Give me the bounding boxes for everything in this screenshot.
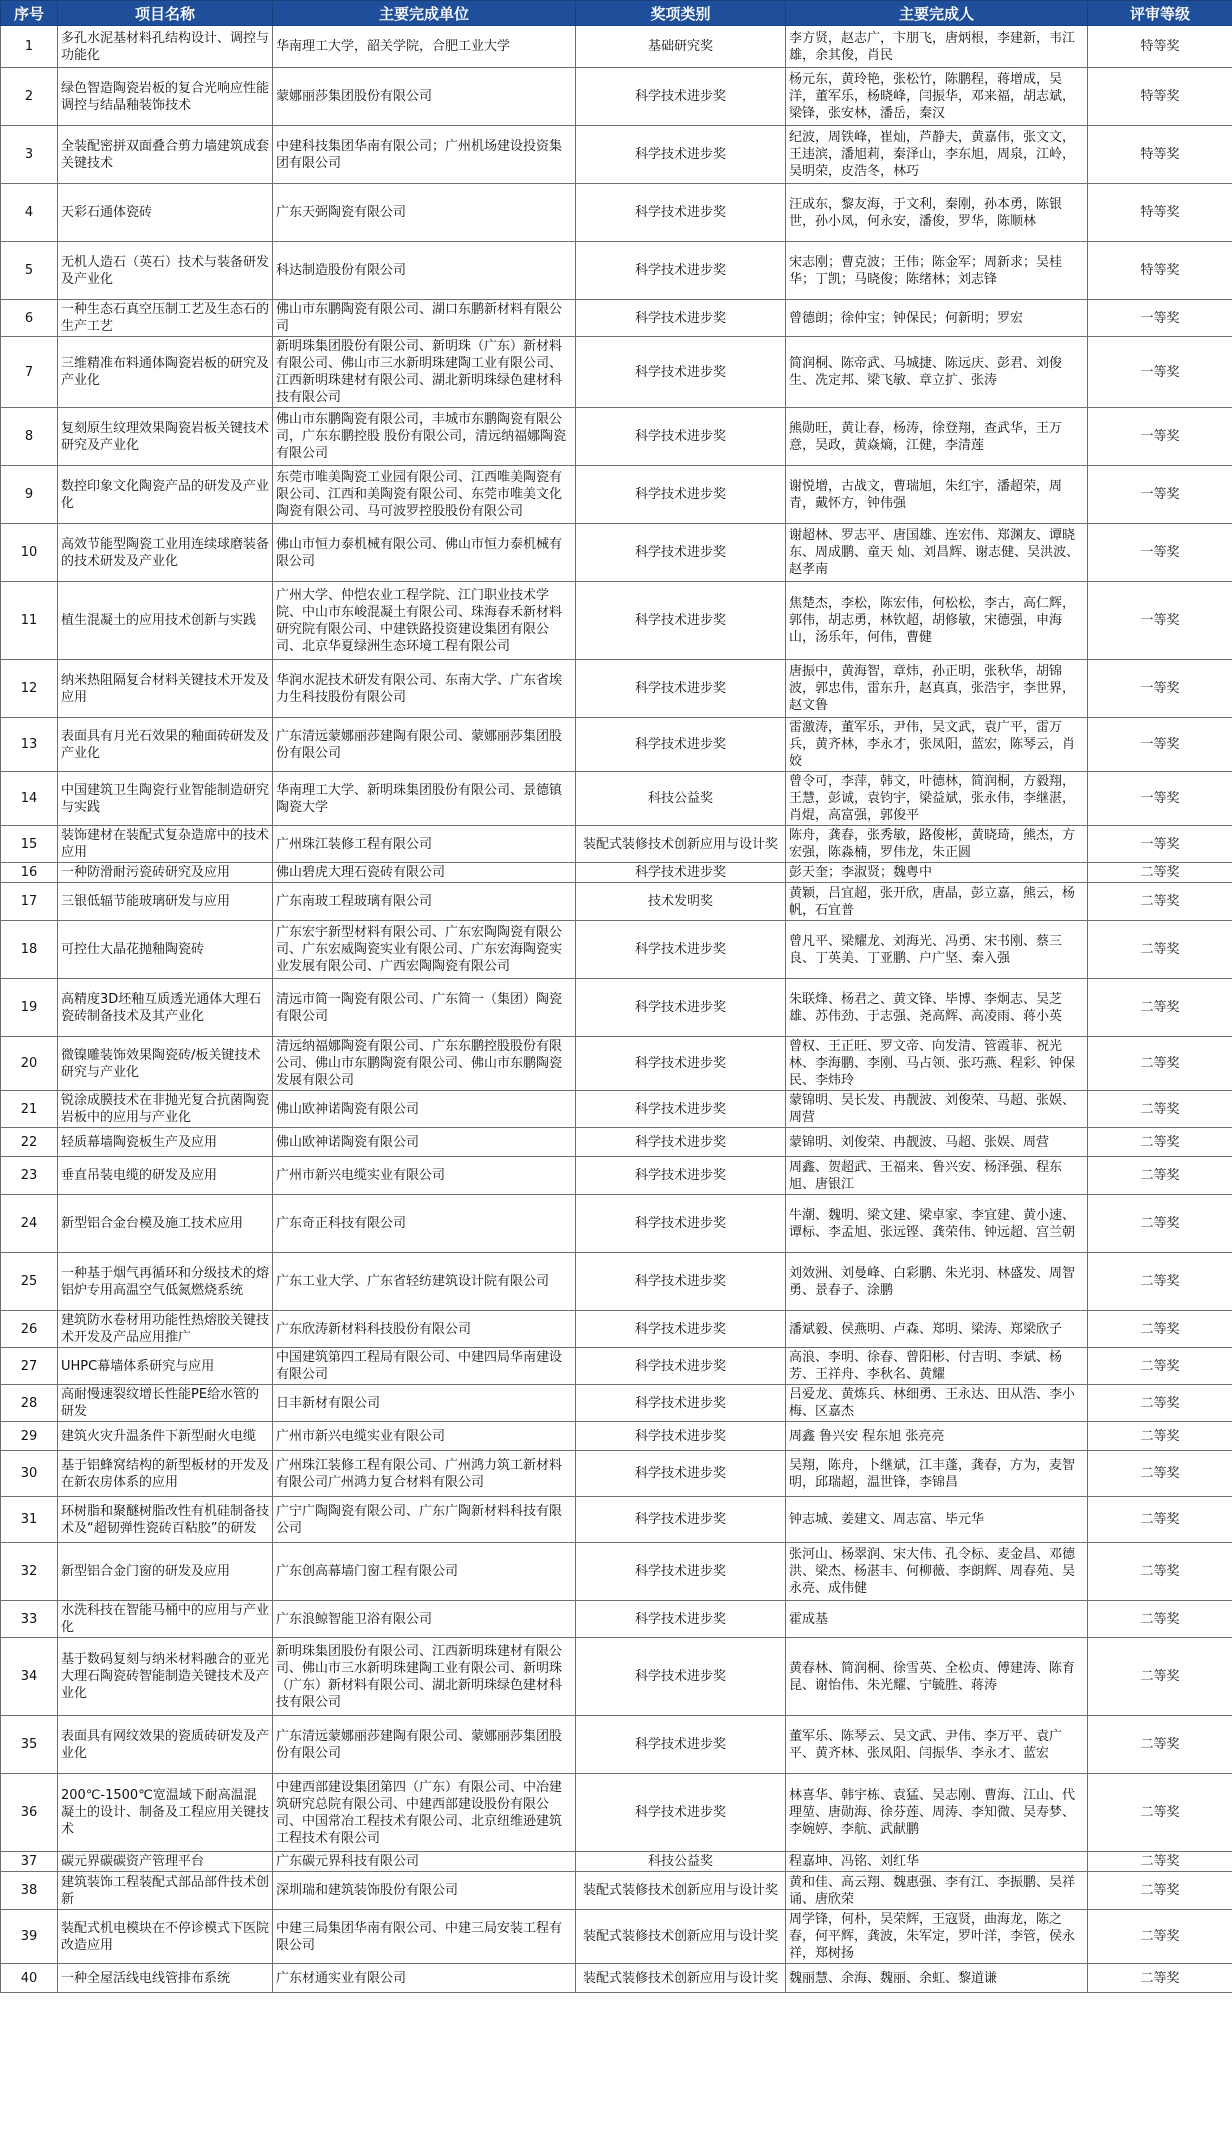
table-row <box>1 863 1232 883</box>
award-category: 科学技术进步奖 <box>576 1311 786 1348</box>
completion-people: 杨元东，黄玲艳，张松竹，陈鹏程，蒋增成，吴洋，董军乐，杨晓峰，闫振华，邓来福，胡志斌，梁锋，张安林，潘岳，秦汉 <box>786 68 1088 126</box>
completion-people: 曾德朗；徐仲宝；钟保民；何新明；罗宏 <box>786 300 1088 337</box>
row-number: 6 <box>1 300 58 337</box>
header-grade: 评审等级 <box>1088 1 1232 26</box>
row-number: 28 <box>1 1385 58 1422</box>
header-unit: 主要完成单位 <box>273 1 576 26</box>
review-grade: 特等奖 <box>1088 184 1232 242</box>
award-category: 科学技术进步奖 <box>576 1157 786 1195</box>
project-name: 一种基于烟气再循环和分级技术的熔铝炉专用高温空气低氮燃烧系统 <box>58 1253 273 1311</box>
project-name: 绿色智造陶瓷岩板的复合光响应性能调控与结晶釉装饰技术 <box>58 68 273 126</box>
completion-unit: 中国建筑第四工程局有限公司、中建四局华南建设有限公司 <box>273 1348 576 1385</box>
row-number: 25 <box>1 1253 58 1311</box>
row-number: 3 <box>1 126 58 184</box>
row-number: 30 <box>1 1451 58 1497</box>
award-category: 科学技术进步奖 <box>576 1497 786 1543</box>
completion-people: 牛潮、魏明、梁文建、梁卓家、李宜建、黄小速、谭标、李孟旭、张远铿、龚荣伟、钟远超、宫兰朝 <box>786 1195 1088 1253</box>
completion-unit: 广东清远蒙娜丽莎建陶有限公司、蒙娜丽莎集团股份有限公司 <box>273 718 576 772</box>
row-number: 24 <box>1 1195 58 1253</box>
award-category: 科学技术进步奖 <box>576 1716 786 1774</box>
award-category: 科学技术进步奖 <box>576 1774 786 1852</box>
project-name: 高耐慢速裂纹增长性能PE给水管的研发 <box>58 1385 273 1422</box>
table-row <box>1 921 1232 979</box>
row-number: 20 <box>1 1037 58 1091</box>
review-grade: 二等奖 <box>1088 1385 1232 1422</box>
project-name: 一种防滑耐污瓷砖研究及应用 <box>58 863 273 883</box>
completion-people: 霍成基 <box>786 1601 1088 1638</box>
award-category: 科学技术进步奖 <box>576 660 786 718</box>
row-number: 35 <box>1 1716 58 1774</box>
row-number: 2 <box>1 68 58 126</box>
completion-unit: 广宁广陶陶瓷有限公司、广东广陶新材料科技有限公司 <box>273 1497 576 1543</box>
project-name: 环树脂和聚醚树脂改性有机硅制备技术及“超韧弹性瓷砖百粘胶”的研发 <box>58 1497 273 1543</box>
review-grade: 二等奖 <box>1088 1311 1232 1348</box>
review-grade: 一等奖 <box>1088 300 1232 337</box>
project-name: 一种全屋活线电线管排布系统 <box>58 1964 273 1993</box>
completion-unit: 佛山市东鹏陶瓷有限公司、湖口东鹏新材料有限公司 <box>273 300 576 337</box>
completion-unit: 清远市简一陶瓷有限公司、广东简一（集团）陶瓷有限公司 <box>273 979 576 1037</box>
completion-people: 刘效洲、刘曼峰、白彩鹏、朱光羽、林盛发、周智勇、景春子、涂鹏 <box>786 1253 1088 1311</box>
completion-unit: 蒙娜丽莎集团股份有限公司 <box>273 68 576 126</box>
award-category: 科学技术进步奖 <box>576 1348 786 1385</box>
row-number: 1 <box>1 26 58 68</box>
completion-people: 曾令可，李萍，韩文，叶德林，简润桐，方毅翔，王慧，彭诚，袁钧宇，梁益斌，张永伟，李继湛，肖焜，高富强，郭俊平 <box>786 772 1088 826</box>
completion-people: 熊勋旺，黄让春，杨涛，徐登翔，查武华，王万意，吴政，黄焱熵，江健，李清莲 <box>786 408 1088 466</box>
review-grade: 特等奖 <box>1088 126 1232 184</box>
review-grade: 二等奖 <box>1088 1422 1232 1451</box>
award-category: 科学技术进步奖 <box>576 337 786 408</box>
row-number: 14 <box>1 772 58 826</box>
review-grade: 二等奖 <box>1088 883 1232 921</box>
completion-unit: 广东浪鲸智能卫浴有限公司 <box>273 1601 576 1638</box>
review-grade: 特等奖 <box>1088 26 1232 68</box>
award-category: 科学技术进步奖 <box>576 1451 786 1497</box>
review-grade: 二等奖 <box>1088 1128 1232 1157</box>
review-grade: 二等奖 <box>1088 1497 1232 1543</box>
table-row <box>1 1451 1232 1497</box>
table-row <box>1 300 1232 337</box>
completion-unit: 佛山欧神诺陶瓷有限公司 <box>273 1128 576 1157</box>
completion-people: 唐振中，黄海智，章炜，孙正明，张秋华，胡锦波，郭忠伟，雷东升，赵真真，张浩宇，李世界，赵文鲁 <box>786 660 1088 718</box>
table-row <box>1 1348 1232 1385</box>
review-grade: 一等奖 <box>1088 772 1232 826</box>
review-grade: 二等奖 <box>1088 1091 1232 1128</box>
project-name: 无机人造石（英石）技术与装备研发及产业化 <box>58 242 273 300</box>
project-name: 可控仕大晶花抛釉陶瓷砖 <box>58 921 273 979</box>
award-category: 科学技术进步奖 <box>576 184 786 242</box>
row-number: 37 <box>1 1852 58 1872</box>
table-row <box>1 1091 1232 1128</box>
row-number: 12 <box>1 660 58 718</box>
award-category: 科学技术进步奖 <box>576 300 786 337</box>
project-name: 新型铝合金台模及施工技术应用 <box>58 1195 273 1253</box>
table-row <box>1 1385 1232 1422</box>
row-number: 34 <box>1 1638 58 1716</box>
review-grade: 一等奖 <box>1088 660 1232 718</box>
project-name: 200℃-1500℃宽温域下耐高温混凝土的设计、制备及工程应用关键技术 <box>58 1774 273 1852</box>
project-name: 数控印象文化陶瓷产品的研发及产业化 <box>58 466 273 524</box>
completion-unit: 深圳瑞和建筑装饰股份有限公司 <box>273 1872 576 1910</box>
row-number: 18 <box>1 921 58 979</box>
completion-people: 陈舟，龚春，张秀敏，路俊彬，黄晓琦，熊杰，方宏强，陈淼楠，罗伟龙，朱正圆 <box>786 826 1088 863</box>
review-grade: 二等奖 <box>1088 1348 1232 1385</box>
completion-people: 林喜华、韩宇栋、袁猛、吴志刚、曹海、江山、代理堃、唐勋海、徐芬莲、周涛、李知微、吴寿梦、李婉婷、李航、武献鹏 <box>786 1774 1088 1852</box>
award-category: 科学技术进步奖 <box>576 524 786 582</box>
review-grade: 二等奖 <box>1088 863 1232 883</box>
review-grade: 二等奖 <box>1088 979 1232 1037</box>
project-name: 基于铝蜂窝结构的新型板材的开发及在新农房体系的应用 <box>58 1451 273 1497</box>
review-grade: 二等奖 <box>1088 1157 1232 1195</box>
completion-people: 周鑫、贺超武、王福来、鲁兴安、杨泽强、程东旭、唐银江 <box>786 1157 1088 1195</box>
table-row <box>1 1543 1232 1601</box>
table-row <box>1 1964 1232 1993</box>
completion-people: 焦楚杰，李松，陈宏伟，何松松，李古，高仁辉，郭伟，胡志勇，林钦超，胡修敏，宋德强，申海山，汤乐年，何伟，曹健 <box>786 582 1088 660</box>
completion-unit: 广东工业大学、广东省轻纺建筑设计院有限公司 <box>273 1253 576 1311</box>
project-name: 纳米热阻隔复合材料关键技术开发及应用 <box>58 660 273 718</box>
review-grade: 一等奖 <box>1088 524 1232 582</box>
award-category: 科技公益奖 <box>576 1852 786 1872</box>
row-number: 16 <box>1 863 58 883</box>
completion-unit: 广州市新兴电缆实业有限公司 <box>273 1157 576 1195</box>
project-name: 复刻原生纹理效果陶瓷岩板关键技术研究及产业化 <box>58 408 273 466</box>
project-name: 基于数码复刻与纳米材料融合的亚光大理石陶瓷砖智能制造关键技术及产业化 <box>58 1638 273 1716</box>
award-category: 科学技术进步奖 <box>576 1638 786 1716</box>
project-name: 碳元界碳碳资产管理平台 <box>58 1852 273 1872</box>
header-project-name: 项目名称 <box>58 1 273 26</box>
award-category: 科学技术进步奖 <box>576 921 786 979</box>
project-name: 建筑火灾升温条件下新型耐火电缆 <box>58 1422 273 1451</box>
table-row <box>1 1037 1232 1091</box>
header-people: 主要完成人 <box>786 1 1088 26</box>
row-number: 40 <box>1 1964 58 1993</box>
table-row <box>1 1157 1232 1195</box>
completion-people: 潘斌毅、侯燕明、卢森、郑明、梁涛、郑梁欣子 <box>786 1311 1088 1348</box>
completion-people: 纪波，周铁峰，崔灿，芦静夫，黄嘉伟，张文文，王违滨，潘旭莉，秦泽山，李东旭，周泉，江岭，吴明荣，皮浩冬，林巧 <box>786 126 1088 184</box>
header-row <box>1 1 1232 26</box>
award-category: 科学技术进步奖 <box>576 68 786 126</box>
completion-people: 魏丽慧、余海、魏丽、余虹、黎道谦 <box>786 1964 1088 1993</box>
review-grade: 二等奖 <box>1088 1601 1232 1638</box>
award-category: 科技公益奖 <box>576 772 786 826</box>
completion-people: 李方贤，赵志广，卞朋飞，唐炳根，李建新，韦江雄，余其俊，肖民 <box>786 26 1088 68</box>
row-number: 15 <box>1 826 58 863</box>
completion-people: 周学锋，何朴，吴荣辉，王寇贤，曲海龙，陈之春，何平辉，龚波，朱军定，罗叶洋，李管，侯永祥，郑树扬 <box>786 1910 1088 1964</box>
award-category: 科学技术进步奖 <box>576 863 786 883</box>
completion-unit: 广东创高幕墙门窗工程有限公司 <box>273 1543 576 1601</box>
project-name: 装配式机电模块在不停诊模式下医院改造应用 <box>58 1910 273 1964</box>
table-row <box>1 660 1232 718</box>
completion-people: 雷激涛，董军乐，尹伟，吴文武，袁广平，雷万兵，黄齐林，李永才，张凤阳，蓝宏，陈琴云，肖姣 <box>786 718 1088 772</box>
completion-people: 吕爱龙、黄炼兵、林细勇、王永达、田从浩、李小梅、区嘉杰 <box>786 1385 1088 1422</box>
award-category: 基础研究奖 <box>576 26 786 68</box>
row-number: 22 <box>1 1128 58 1157</box>
row-number: 5 <box>1 242 58 300</box>
project-name: 多孔水泥基材料孔结构设计、调控与功能化 <box>58 26 273 68</box>
review-grade: 二等奖 <box>1088 1037 1232 1091</box>
award-category: 科学技术进步奖 <box>576 1195 786 1253</box>
row-number: 39 <box>1 1910 58 1964</box>
completion-unit: 新明珠集团股份有限公司、江西新明珠建材有限公司、佛山市三水新明珠建陶工业有限公司、新明珠（广东）新材料有限公司、湖北新明珠绿色建材科技有限公司 <box>273 1638 576 1716</box>
project-name: 高精度3D坯釉互质透光通体大理石瓷砖制备技术及其产业化 <box>58 979 273 1037</box>
table-row <box>1 1774 1232 1852</box>
award-category: 装配式装修技术创新应用与设计奖 <box>576 1910 786 1964</box>
review-grade: 一等奖 <box>1088 718 1232 772</box>
review-grade: 二等奖 <box>1088 1964 1232 1993</box>
project-name: 垂直吊装电缆的研发及应用 <box>58 1157 273 1195</box>
review-grade: 二等奖 <box>1088 1451 1232 1497</box>
row-number: 29 <box>1 1422 58 1451</box>
completion-unit: 佛山欧神诺陶瓷有限公司 <box>273 1091 576 1128</box>
completion-unit: 中建三局集团华南有限公司、中建三局安装工程有限公司 <box>273 1910 576 1964</box>
award-category: 科学技术进步奖 <box>576 1091 786 1128</box>
row-number: 11 <box>1 582 58 660</box>
award-category: 装配式装修技术创新应用与设计奖 <box>576 826 786 863</box>
project-name: 建筑装饰工程装配式部品部件技术创新 <box>58 1872 273 1910</box>
completion-people: 张河山、杨翠润、宋大伟、孔令标、麦金昌、邓德洪、梁杰、杨湛丰、何柳薇、李朗辉、周春苑、吴永亮、成伟健 <box>786 1543 1088 1601</box>
review-grade: 特等奖 <box>1088 242 1232 300</box>
completion-unit: 广州珠江装修工程有限公司 <box>273 826 576 863</box>
award-category: 科学技术进步奖 <box>576 718 786 772</box>
completion-unit: 新明珠集团股份有限公司、新明珠（广东）新材料有限公司、佛山市三水新明珠建陶工业有限公司、江西新明珠建材有限公司、湖北新明珠绿色建材科技有限公司 <box>273 337 576 408</box>
table-row <box>1 337 1232 408</box>
project-name: 微镍雕装饰效果陶瓷砖/板关键技术研究与产业化 <box>58 1037 273 1091</box>
completion-unit: 广东天弼陶瓷有限公司 <box>273 184 576 242</box>
review-grade: 一等奖 <box>1088 826 1232 863</box>
review-grade: 二等奖 <box>1088 1910 1232 1964</box>
award-category: 科学技术进步奖 <box>576 1128 786 1157</box>
row-number: 21 <box>1 1091 58 1128</box>
row-number: 13 <box>1 718 58 772</box>
table-row <box>1 1872 1232 1910</box>
project-name: 全装配密拼双面叠合剪力墙建筑成套关键技术 <box>58 126 273 184</box>
review-grade: 二等奖 <box>1088 921 1232 979</box>
completion-unit: 广东奇正科技有限公司 <box>273 1195 576 1253</box>
completion-people: 高浪、李明、徐春、曾阳彬、付吉明、李斌、杨芳、王祥舟、李秋名、黄耀 <box>786 1348 1088 1385</box>
award-category: 科学技术进步奖 <box>576 1422 786 1451</box>
completion-unit: 科达制造股份有限公司 <box>273 242 576 300</box>
completion-unit: 佛山市恒力泰机械有限公司、佛山市恒力泰机械有限公司 <box>273 524 576 582</box>
completion-people: 宋志刚；曹克波；王伟；陈金军；周新求；吴桂华；丁凯；马晓俊；陈绪林；刘志锋 <box>786 242 1088 300</box>
row-number: 31 <box>1 1497 58 1543</box>
table-row <box>1 1910 1232 1964</box>
completion-unit: 中建科技集团华南有限公司；广州机场建设投资集团有限公司 <box>273 126 576 184</box>
review-grade: 二等奖 <box>1088 1638 1232 1716</box>
review-grade: 一等奖 <box>1088 466 1232 524</box>
project-name: 锐涂成膜技术在非抛光复合抗菌陶瓷岩板中的应用与产业化 <box>58 1091 273 1128</box>
review-grade: 二等奖 <box>1088 1774 1232 1852</box>
table-row <box>1 1422 1232 1451</box>
project-name: 建筑防水卷材用功能性热熔胶关键技术开发及产品应用推广 <box>58 1311 273 1348</box>
project-name: 表面具有网纹效果的瓷质砖研发及产业化 <box>58 1716 273 1774</box>
row-number: 36 <box>1 1774 58 1852</box>
completion-people: 曾权、王正旺、罗文帝、向发清、管霞菲、祝光林、李海鹏、李刚、马占领、张巧燕、程彩、钟保民、李炜玲 <box>786 1037 1088 1091</box>
completion-people: 程嘉坤、冯铭、刘红华 <box>786 1852 1088 1872</box>
header-award-category: 奖项类别 <box>576 1 786 26</box>
project-name: 高效节能型陶瓷工业用连续球磨装备的技术研发及产业化 <box>58 524 273 582</box>
completion-people: 周鑫 鲁兴安 程东旭 张亮亮 <box>786 1422 1088 1451</box>
review-grade: 二等奖 <box>1088 1872 1232 1910</box>
row-number: 23 <box>1 1157 58 1195</box>
project-name: 天彩石通体瓷砖 <box>58 184 273 242</box>
table-row <box>1 524 1232 582</box>
project-name: 中国建筑卫生陶瓷行业智能制造研究与实践 <box>58 772 273 826</box>
row-number: 4 <box>1 184 58 242</box>
table-row <box>1 184 1232 242</box>
project-name: 三维精准布料通体陶瓷岩板的研究及产业化 <box>58 337 273 408</box>
completion-unit: 广东材通实业有限公司 <box>273 1964 576 1993</box>
review-grade: 一等奖 <box>1088 337 1232 408</box>
row-number: 33 <box>1 1601 58 1638</box>
table-row <box>1 979 1232 1037</box>
project-name: UHPC幕墙体系研究与应用 <box>58 1348 273 1385</box>
completion-people: 汪成东，黎友海，于文利，秦刚，孙本勇，陈银世，孙小凤，何永安，潘俊，罗华，陈顺林 <box>786 184 1088 242</box>
review-grade: 一等奖 <box>1088 408 1232 466</box>
completion-unit: 佛山碧虎大理石瓷砖有限公司 <box>273 863 576 883</box>
table-row <box>1 26 1232 68</box>
table-row <box>1 1638 1232 1716</box>
project-name: 新型铝合金门窗的研发及应用 <box>58 1543 273 1601</box>
row-number: 17 <box>1 883 58 921</box>
table-row <box>1 1497 1232 1543</box>
table-row <box>1 883 1232 921</box>
review-grade: 二等奖 <box>1088 1716 1232 1774</box>
completion-unit: 佛山市东鹏陶瓷有限公司，丰城市东鹏陶瓷有限公司，广东东鹏控股 股份有限公司，清远纳福娜陶瓷有限公司 <box>273 408 576 466</box>
completion-unit: 广州大学、仲恺农业工程学院、江门职业技术学院、中山市东峻混凝土有限公司、珠海春禾新材料研究院有限公司、中建铁路投资建设集团有限公司、北京华夏绿洲生态环境工程有限公司 <box>273 582 576 660</box>
review-grade: 二等奖 <box>1088 1543 1232 1601</box>
completion-unit: 华润水泥技术研发有限公司、东南大学、广东省埃力生科技股份有限公司 <box>273 660 576 718</box>
completion-people: 朱联烽、杨君之、黄文锋、毕博、李炯志、吴芝雄、苏伟劲、于志强、尧高辉、高凌雨、蒋小英 <box>786 979 1088 1037</box>
award-category: 技术发明奖 <box>576 883 786 921</box>
table-row <box>1 1601 1232 1638</box>
table-row <box>1 1852 1232 1872</box>
row-number: 9 <box>1 466 58 524</box>
completion-unit: 广州市新兴电缆实业有限公司 <box>273 1422 576 1451</box>
completion-unit: 广东碳元界科技有限公司 <box>273 1852 576 1872</box>
completion-unit: 清远纳福娜陶瓷有限公司、广东东鹏控股股份有限公司、佛山市东鹏陶瓷有限公司、佛山市东鹏陶瓷发展有限公司 <box>273 1037 576 1091</box>
review-grade: 二等奖 <box>1088 1852 1232 1872</box>
completion-people: 曾凡平、梁耀龙、刘海光、冯勇、宋书刚、蔡三良、丁英美、丁亚鹏、户广坚、秦入强 <box>786 921 1088 979</box>
row-number: 19 <box>1 979 58 1037</box>
award-category: 科学技术进步奖 <box>576 126 786 184</box>
award-category: 科学技术进步奖 <box>576 1253 786 1311</box>
completion-people: 蒙锦明、刘俊荣、冉靓波、马超、张娱、周营 <box>786 1128 1088 1157</box>
completion-people: 谢悦增，古战文，曹瑞旭，朱红宇，潘超荣，周青，戴怀方，钟伟强 <box>786 466 1088 524</box>
completion-unit: 中建西部建设集团第四（广东）有限公司、中冶建筑研究总院有限公司、中建西部建设股份有限公司、中国常冶工程技术有限公司、北京纽维逊建筑工程技术有限公司 <box>273 1774 576 1852</box>
table-row <box>1 1128 1232 1157</box>
completion-people: 黄春林、简润桐、徐雪英、全松贞、傅建涛、陈育昆、谢怡伟、朱光耀、宁毓胜、蒋涛 <box>786 1638 1088 1716</box>
table-body <box>1 26 1232 1993</box>
award-category: 科学技术进步奖 <box>576 1543 786 1601</box>
completion-unit: 广东欣涛新材料科技股份有限公司 <box>273 1311 576 1348</box>
completion-unit: 东莞市唯美陶瓷工业园有限公司、江西唯美陶瓷有限公司、江西和美陶瓷有限公司、东莞市唯美文化陶瓷有限公司、马可波罗控股股份有限公司 <box>273 466 576 524</box>
row-number: 10 <box>1 524 58 582</box>
completion-people: 彭天奎；李淑贤；魏粤中 <box>786 863 1088 883</box>
award-category: 科学技术进步奖 <box>576 466 786 524</box>
review-grade: 特等奖 <box>1088 68 1232 126</box>
award-category: 装配式装修技术创新应用与设计奖 <box>576 1872 786 1910</box>
project-name: 植生混凝土的应用技术创新与实践 <box>58 582 273 660</box>
table-row <box>1 242 1232 300</box>
completion-people: 蒙锦明、吴长发、冉靓波、刘俊荣、马超、张娱、周营 <box>786 1091 1088 1128</box>
completion-unit: 华南理工大学、新明珠集团股份有限公司、景德镇陶瓷大学 <box>273 772 576 826</box>
project-name: 一种生态石真空压制工艺及生态石的生产工艺 <box>58 300 273 337</box>
award-category: 科学技术进步奖 <box>576 242 786 300</box>
review-grade: 一等奖 <box>1088 582 1232 660</box>
award-category: 科学技术进步奖 <box>576 1037 786 1091</box>
award-category: 科学技术进步奖 <box>576 1385 786 1422</box>
completion-unit: 广东清远蒙娜丽莎建陶有限公司、蒙娜丽莎集团股份有限公司 <box>273 1716 576 1774</box>
completion-people: 谢超林、罗志平、唐国雄、连宏伟、郑渊友、谭晓东、周成鹏、童天 灿、刘昌辉、谢志健、吴洪波、赵孝南 <box>786 524 1088 582</box>
table-row <box>1 1253 1232 1311</box>
completion-unit: 广州珠江装修工程有限公司、广州鸿力筑工新材料有限公司广州鸿力复合材料有限公司 <box>273 1451 576 1497</box>
row-number: 7 <box>1 337 58 408</box>
completion-unit: 广东宏宇新型材料有限公司、广东宏陶陶瓷有限公司、广东宏威陶瓷实业有限公司、广东宏海陶瓷实业发展有限公司、广西宏陶陶瓷有限公司 <box>273 921 576 979</box>
award-category: 科学技术进步奖 <box>576 979 786 1037</box>
completion-unit: 日丰新材有限公司 <box>273 1385 576 1422</box>
table-row <box>1 582 1232 660</box>
row-number: 32 <box>1 1543 58 1601</box>
completion-people: 黄和佳、高云翔、魏惠强、李有江、李振鹏、吴祥诵、唐欣荣 <box>786 1872 1088 1910</box>
table-row <box>1 1716 1232 1774</box>
row-number: 8 <box>1 408 58 466</box>
table-row <box>1 826 1232 863</box>
table-row <box>1 1195 1232 1253</box>
review-grade: 二等奖 <box>1088 1253 1232 1311</box>
table-row <box>1 1311 1232 1348</box>
review-grade: 二等奖 <box>1088 1195 1232 1253</box>
header-no: 序号 <box>1 1 58 26</box>
row-number: 38 <box>1 1872 58 1910</box>
table-row <box>1 718 1232 772</box>
completion-people: 黄颖，吕宜超，张开欣，唐晶，彭立嘉，熊云，杨帆，石宜普 <box>786 883 1088 921</box>
row-number: 26 <box>1 1311 58 1348</box>
completion-unit: 华南理工大学，韶关学院，合肥工业大学 <box>273 26 576 68</box>
completion-people: 董军乐、陈琴云、吴文武、尹伟、李万平、袁广平、黄齐林、张凤阳、闫振华、李永才、蓝宏 <box>786 1716 1088 1774</box>
completion-unit: 广东南玻工程玻璃有限公司 <box>273 883 576 921</box>
table-row <box>1 772 1232 826</box>
award-category: 科学技术进步奖 <box>576 408 786 466</box>
award-category: 装配式装修技术创新应用与设计奖 <box>576 1964 786 1993</box>
project-name: 装饰建材在装配式复杂造席中的技术应用 <box>58 826 273 863</box>
row-number: 27 <box>1 1348 58 1385</box>
table-row <box>1 466 1232 524</box>
table-row <box>1 68 1232 126</box>
project-name: 表面具有月光石效果的釉面砖研发及产业化 <box>58 718 273 772</box>
table-row <box>1 126 1232 184</box>
completion-people: 吴翔，陈舟，卜继斌，江丰蓬，龚春，方为，麦智明，邱瑞超，温世锋，李锦昌 <box>786 1451 1088 1497</box>
project-name: 三银低辐节能玻璃研发与应用 <box>58 883 273 921</box>
project-name: 轻质幕墙陶瓷板生产及应用 <box>58 1128 273 1157</box>
completion-people: 简润桐、陈帝武、马城捷、陈远庆、彭君、刘俊生、冼定邦、梁飞敏、章立扩、张涛 <box>786 337 1088 408</box>
project-name: 水洗科技在智能马桶中的应用与产业化 <box>58 1601 273 1638</box>
completion-people: 钟志城、姜建文、周志富、毕元华 <box>786 1497 1088 1543</box>
award-category: 科学技术进步奖 <box>576 1601 786 1638</box>
award-category: 科学技术进步奖 <box>576 582 786 660</box>
table-row <box>1 408 1232 466</box>
